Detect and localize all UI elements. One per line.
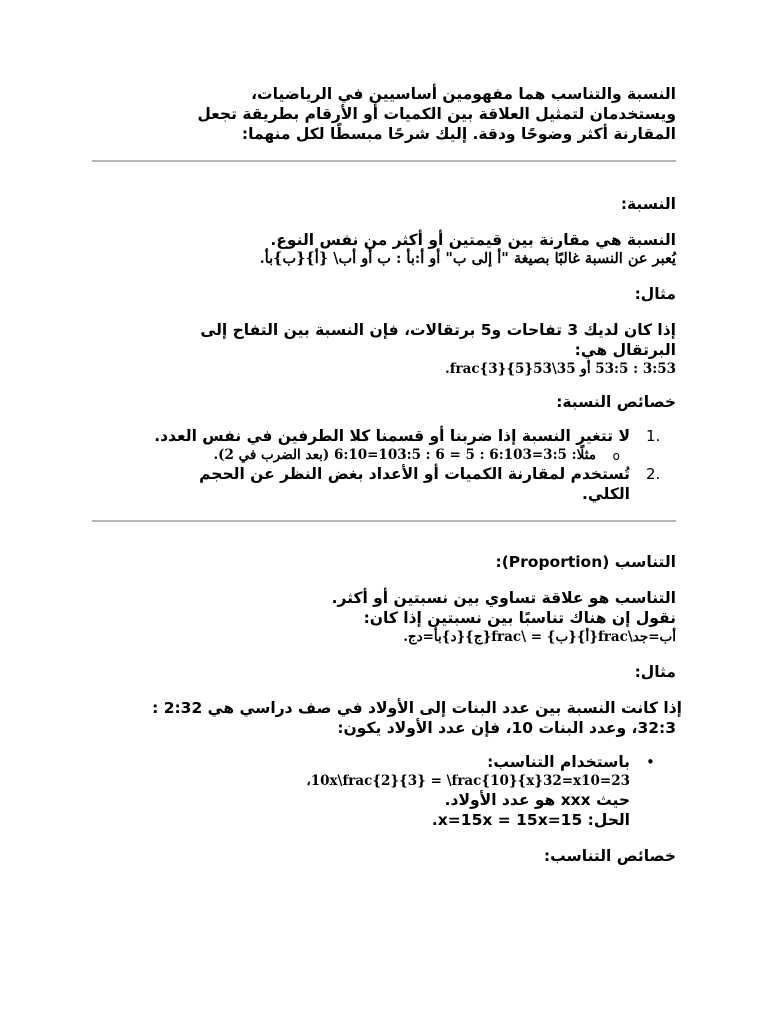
- ratio-example-formula: 3:53 : 53:5 أو frac{3}{5}53\35.: [444, 361, 676, 377]
- list-number: 1.: [646, 427, 661, 445]
- ratio-property-2-line-2: الكلي.: [581, 485, 630, 503]
- intro-line-2: ويستخدمان لتمثيل العلاقة بين الكميات أو الأرقام بطريقة تجعل: [197, 105, 676, 123]
- intro-paragraph: [92, 84, 676, 144]
- ratio-example-label: مثال:: [634, 285, 676, 303]
- list-item: [92, 464, 676, 504]
- proportion-definition: [92, 588, 676, 646]
- proportion-where: حيث xxx هو عدد الأولاد.: [444, 791, 630, 809]
- proportion-example-line-2: 32:3، وعدد البنات 10، فإن عدد الأولاد يكون:: [337, 719, 676, 737]
- ratio-properties-heading: خصائص النسبة:: [556, 393, 676, 411]
- list-number: 2.: [646, 465, 661, 483]
- list-item: [92, 752, 676, 830]
- proportion-solution-list: [92, 752, 676, 830]
- list-item: [92, 426, 676, 464]
- divider-1: [92, 160, 676, 162]
- bullet-icon: •: [646, 753, 655, 771]
- hollow-bullet-icon: o: [612, 449, 620, 463]
- proportion-heading: التناسب (Proportion):: [495, 553, 676, 571]
- ratio-properties-list: [92, 426, 676, 504]
- ratio-example-line-2: البرتقال هي:: [574, 341, 676, 359]
- proportion-def-1: التناسب هو علاقة تساوي بين نسبتين أو أكثر.: [331, 589, 676, 607]
- ratio-property-2-line-1: تُستخدم لمقارنة الكميات أو الأعداد بغض النظر عن الحجم: [199, 465, 630, 483]
- intro-line-3: المقارنة أكثر وضوحًا ودقة. إليك شرحًا مبسطًا لكل منهما:: [241, 125, 676, 143]
- sub-list-item: [92, 446, 630, 464]
- ratio-def-2: يُعبر عن النسبة غالبًا بصيغة "أ إلى ب" أو أ:بأ : ب أو أب\ {أ}{ب}بأ.: [259, 250, 676, 267]
- ratio-definition: [92, 230, 676, 268]
- ratio-example: [92, 320, 676, 378]
- divider-2: [92, 520, 676, 522]
- proportion-example: [92, 698, 682, 738]
- ratio-property-1-example: مثلًا: 3:5=6:103 : 5 = 6 : 103:5=6:10 (بعد الضرب في 2).: [213, 447, 596, 463]
- proportion-example-label: مثال:: [634, 663, 676, 681]
- ratio-example-line-1: إذا كان لديك 3 تفاحات و5 برتقالات، فإن النسبة بين التفاح إلى: [200, 321, 676, 339]
- proportion-properties-heading: خصائص التناسب:: [543, 847, 676, 865]
- ratio-def-1: النسبة هي مقارنة بين قيمتين أو أكثر من نفس النوع.: [270, 231, 676, 249]
- proportion-formula: أب=جد\frac{أ}{ب} = \frac{ج}{د}بأ=دج.: [403, 629, 676, 645]
- ratio-property-1: لا تتغير النسبة إذا ضربنا أو قسمنا كلا الطرفين في نفس العدد.: [154, 427, 630, 445]
- proportion-solution: الحل: x=15x = 15x=15.: [431, 811, 630, 829]
- intro-line-1: النسبة والتناسب هما مفهومين أساسيين في الرياضيات،: [251, 85, 676, 103]
- ratio-heading: النسبة:: [620, 195, 676, 213]
- proportion-using: باستخدام التناسب:: [487, 753, 630, 771]
- proportion-equation: 10x\frac{2}{3} = \frac{10}{x}32=x10=23،: [306, 773, 630, 789]
- proportion-def-2: نقول إن هناك تناسبًا بين نسبتين إذا كان:: [363, 609, 676, 627]
- proportion-example-line-1: إذا كانت النسبة بين عدد البنات إلى الأولاد في صف دراسي هي 2:32 :: [152, 699, 682, 717]
